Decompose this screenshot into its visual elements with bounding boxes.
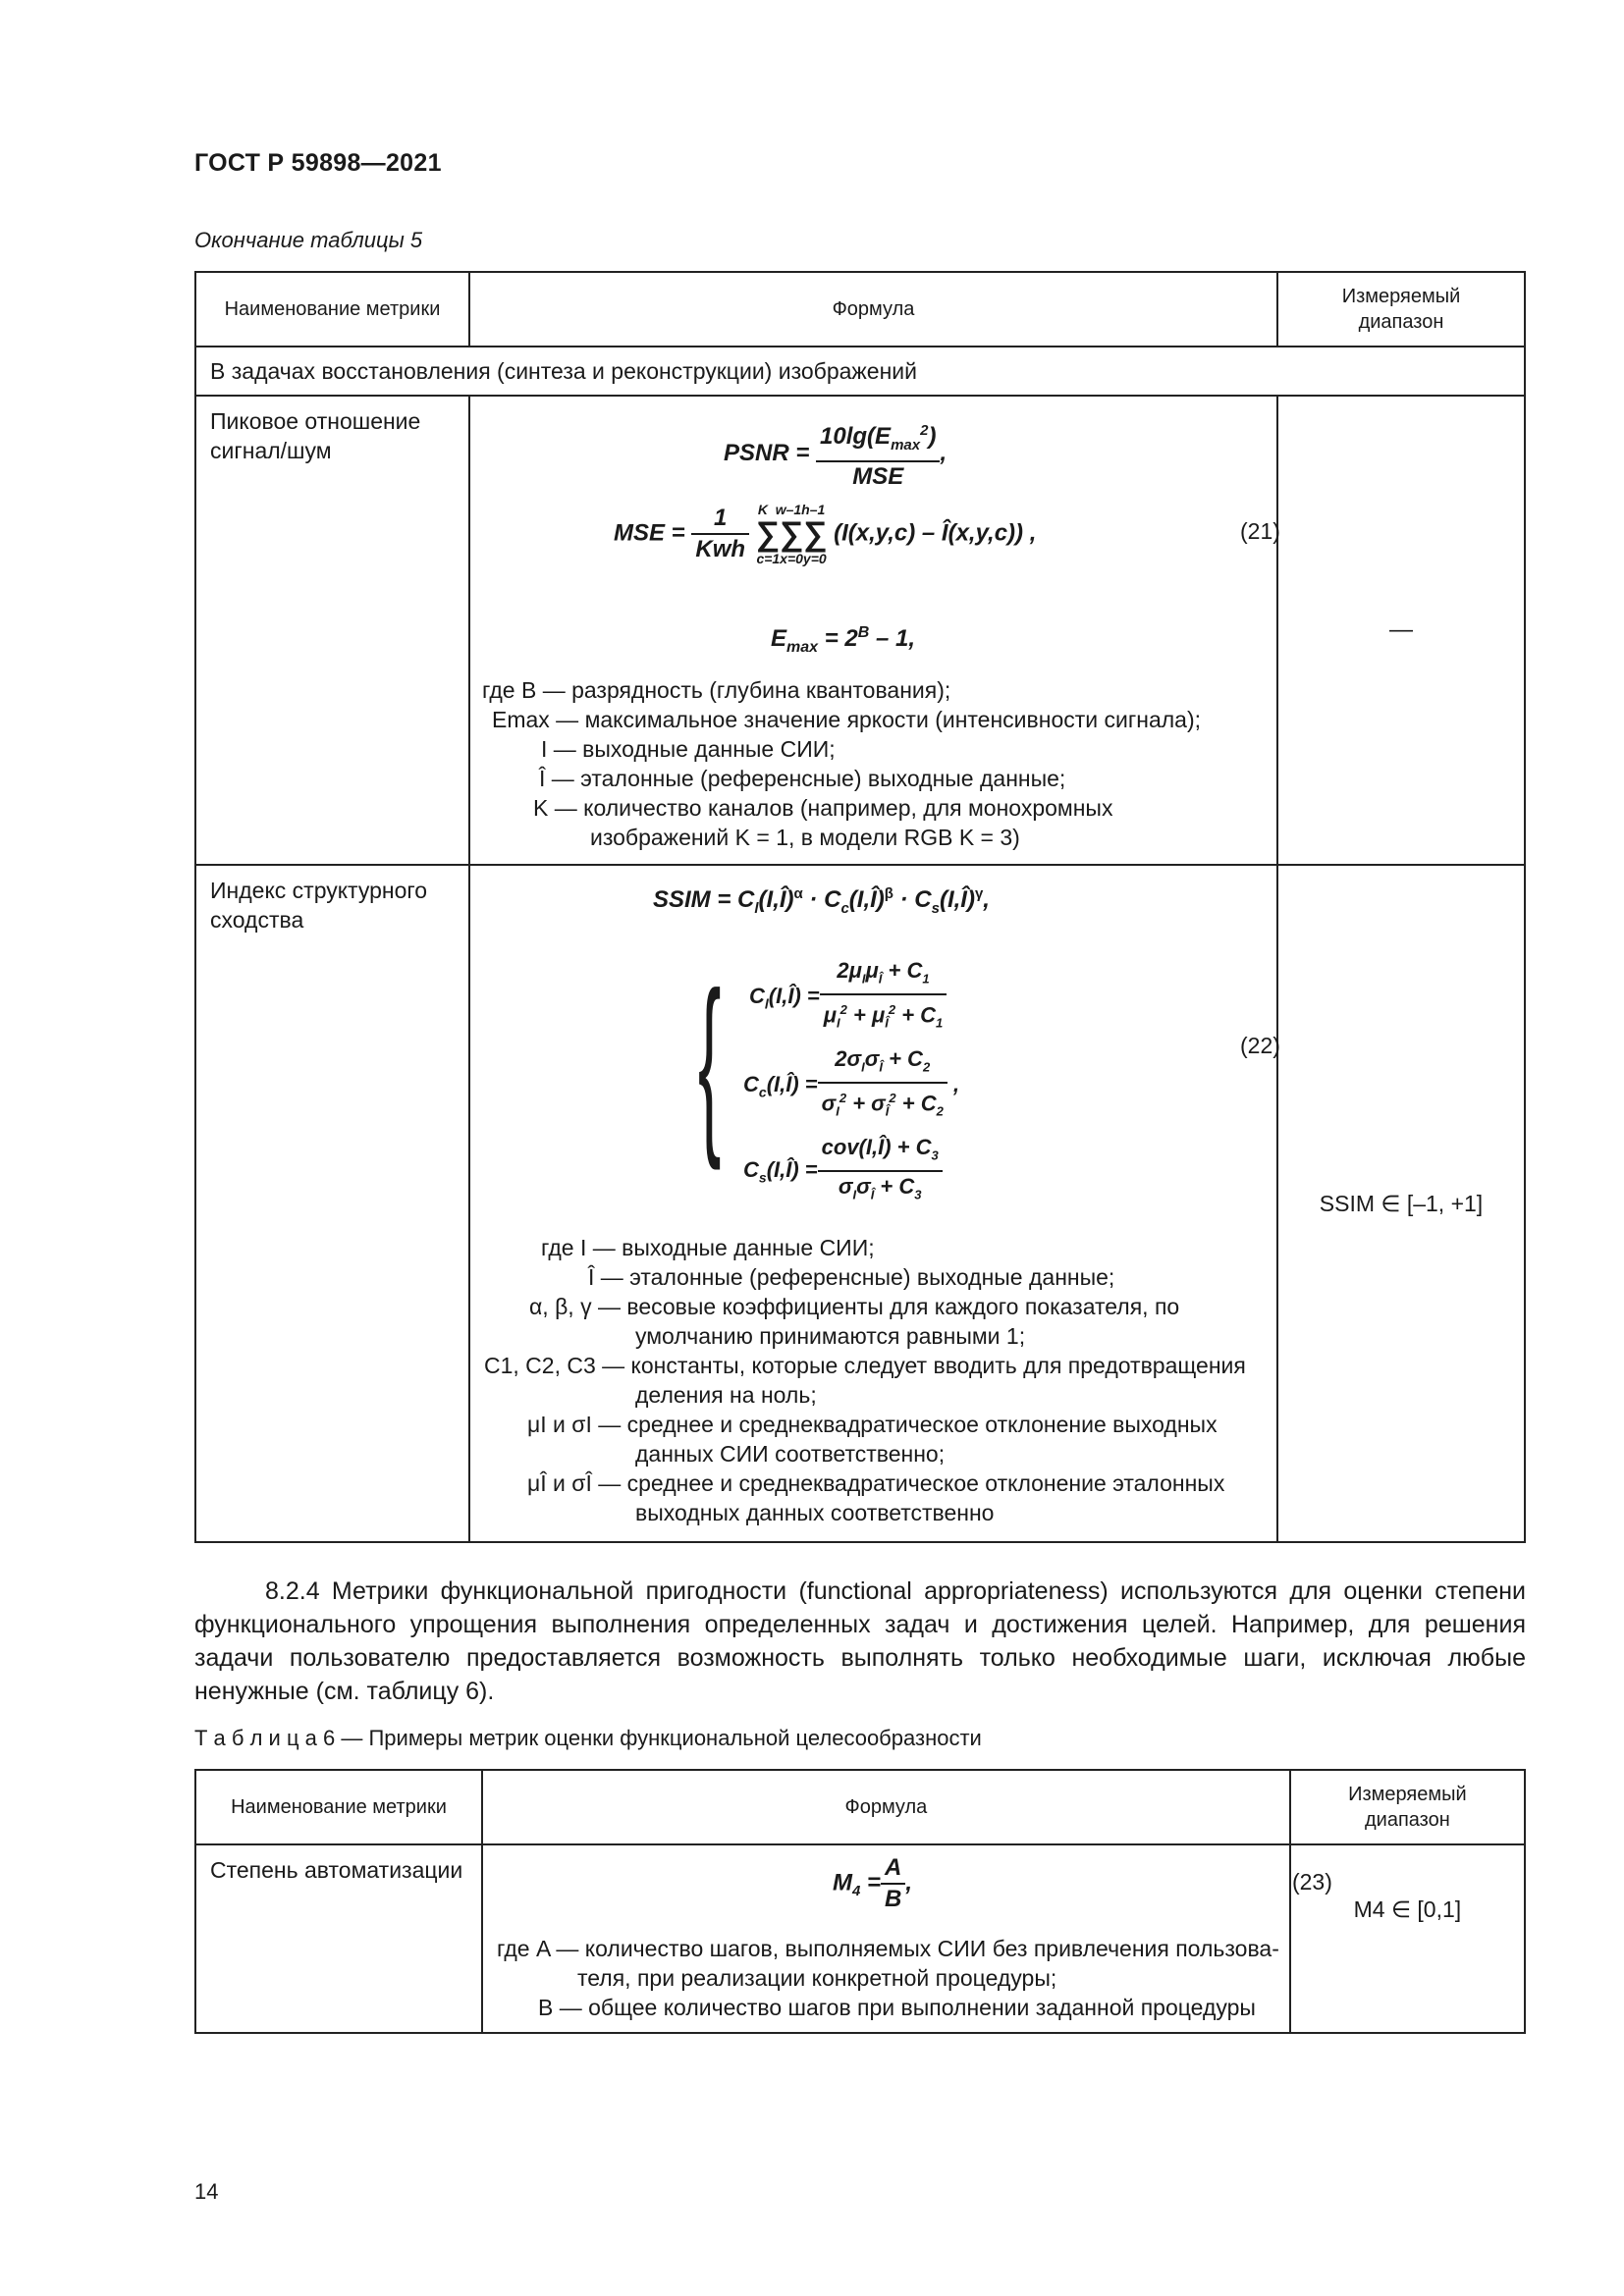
table-6	[194, 1769, 1526, 2034]
table6-row-automation-name: Степень автоматизации	[195, 1844, 482, 2033]
equation-number-21: (21)	[1240, 518, 1280, 544]
table5-row-ssim-name: Индекс структурного сходства	[195, 865, 469, 1542]
table5-section-row: В задачах восстановления (синтеза и реконструкции) изображений	[195, 347, 1525, 396]
psnr-where-3: I — выходные данные СИИ;	[541, 736, 836, 762]
ssim-cl-formula: $C_l(I,Î)$ = $\frac{2\mu_I\mu_Î + C_1}{\mu_I^2 + \mu_Î^2 + C_1}$	[749, 956, 947, 1039]
psnr-where-4: Î — эталонные (референсные) выходные данные;	[539, 766, 1066, 791]
table5-row-psnr-formula	[469, 396, 1280, 865]
ssim-where-2: Î — эталонные (референсные) выходные данные;	[588, 1264, 1115, 1290]
table-5	[194, 271, 1526, 1543]
equation-number-23: (23)	[1291, 1869, 1332, 1895]
table5-header-name: Наименование метрики	[195, 272, 469, 347]
ssim-where-4: умолчанию принимаются равными 1;	[635, 1323, 1026, 1349]
table5-header-range: Измеряемый диапазон	[1277, 272, 1525, 347]
ssim-where-7: μI и σI — среднее и среднеквадратическое отклонение выходных	[527, 1412, 1218, 1437]
table6-caption: Т а б л и ц а 6 — Примеры метрик оценки функциональной целесообразности	[194, 1726, 982, 1750]
ssim-where-10: выходных данных соответственно	[635, 1500, 995, 1525]
psnr-where-1: где B — разрядность (глубина квантования);	[482, 677, 951, 703]
table6-header-name: Наименование метрики	[195, 1770, 482, 1844]
table5-row-psnr-name: Пиковое отношение сигнал/шум	[195, 396, 469, 865]
table5-row-psnr-range: —	[1277, 396, 1525, 865]
table5-row-ssim-formula	[469, 865, 1280, 1542]
ssim-formula: SSIM = $C_l(I,Î)^\alpha$ · $C_c(I,Î)^\beta$ · $C_s(I,Î)^\gamma$,	[653, 885, 990, 917]
equation-number-22: (22)	[1240, 1033, 1280, 1058]
psnr-where-2: Emax — максимальное значение яркости (интенсивности сигнала);	[492, 707, 1201, 732]
table6-row-automation-formula	[482, 1844, 1332, 2033]
document-title: ГОСТ Р 59898—2021	[194, 149, 442, 177]
ssim-where-8: данных СИИ соответственно;	[635, 1441, 946, 1467]
table5-header-formula: Формула	[469, 272, 1277, 347]
mse-formula: MSE = $\frac{1}{\text{Kwh}}$ K w–1h–1 ∑∑∑ c=1x=0y=0 (I(x,y,c) – Î(x,y,c)) ,	[614, 502, 1037, 566]
ssim-cc-formula: $C_c(I,Î)$ = $\frac{2\sigma_I\sigma_Î + C_2}{\sigma_I^2 + \sigma_Î^2 + C_2}$ ,	[743, 1046, 960, 1120]
ssim-where-3: α, β, γ — весовые коэффициенты для каждого показателя, по	[529, 1294, 1180, 1319]
table6-row-automation-range: M4 ∈ [0,1]	[1290, 1844, 1525, 2033]
psnr-where-5: K — количество каналов (например, для монохромных	[533, 795, 1113, 821]
m4-where-3: B — общее количество шагов при выполнении заданной процедуры	[537, 1995, 1256, 2020]
table6-header-range: Измеряемый диапазон	[1290, 1770, 1525, 1844]
ssim-where-5: C1, C2, C3 — константы, которые следует вводить для предотвращения	[484, 1353, 1246, 1378]
emax-formula: $E_{max} = 2^B - 1$,	[771, 624, 916, 656]
page-number: 14	[194, 2179, 219, 2204]
ssim-system-brace: {	[698, 952, 722, 1171]
ssim-where-1: где I — выходные данные СИИ;	[541, 1235, 875, 1260]
table6-header-formula: Формула	[482, 1770, 1290, 1844]
m4-where-1: где A — количество шагов, выполняемых СИИ без привлечения пользова-	[496, 1936, 1279, 1961]
psnr-where-6: изображений K = 1, в модели RGB K = 3)	[590, 825, 1020, 850]
table5-row-ssim-range: SSIM ∈ [–1, +1]	[1277, 865, 1525, 1542]
psnr-formula: PSNR = $\frac{10\lg(E_{max}^2)}{\text{MSE}}$ ,	[724, 416, 947, 492]
paragraph-8-2-4: 8.2.4 Метрики функциональной пригодности (functional appropriateness) используются для оценки степени функционального упрощения выполнения определенных задач и достижения целей. Например, для решения задачи пользователю предоставляется возможность выполнять только необходимые шаги, исключая любые ненужные (см. таблицу 6).	[194, 1577, 1526, 1705]
m4-formula: $M_4$ = $\frac{A}{B}$ ,	[832, 1854, 913, 1912]
ssim-cs-formula: $C_s(I,Î)$ = $\frac{cov(I,Î) + C_3}{\sigma_I\sigma_Î + C_3}$	[743, 1133, 943, 1210]
ssim-where-6: деления на ноль;	[635, 1382, 817, 1408]
table5-caption: Окончание таблицы 5	[194, 228, 423, 252]
ssim-where-9: μÎ и σÎ — среднее и среднеквадратическое отклонение эталонных	[527, 1470, 1225, 1496]
m4-where-2: теля, при реализации конкретной процедуры;	[576, 1965, 1057, 1991]
